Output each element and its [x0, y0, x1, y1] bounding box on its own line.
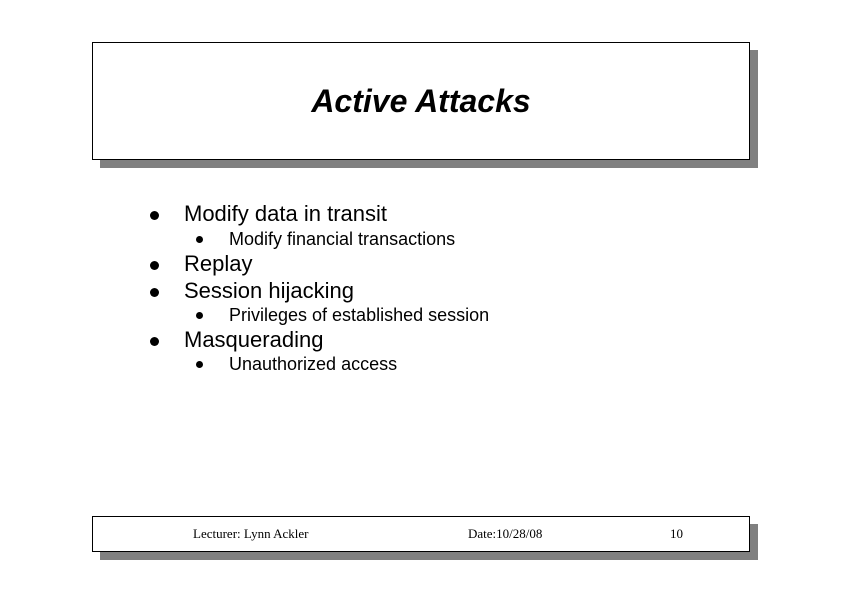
bullet-text: Session hijacking — [184, 278, 354, 303]
slide-title: Active Attacks — [311, 83, 531, 119]
sub-bullet-text: Privileges of established session — [229, 305, 490, 325]
footer-date: Date:10/28/08 — [468, 526, 543, 541]
sub-bullet-text: Modify financial transactions — [229, 229, 456, 249]
bullet-text: Modify data in transit — [184, 201, 387, 226]
bullet-dot-icon — [196, 312, 203, 319]
sub-bullet-text: Unauthorized access — [229, 354, 398, 374]
bullet-dot-icon — [196, 361, 203, 368]
title-box — [92, 42, 750, 160]
footer-box — [92, 516, 750, 552]
bullet-text: Masquerading — [184, 327, 324, 352]
bullet-dot-icon — [150, 211, 159, 220]
bullet-dot-icon — [150, 261, 159, 270]
footer-lecturer: Lecturer: Lynn Ackler — [193, 526, 309, 541]
bullet-text: Replay — [184, 251, 253, 276]
bullet-dot-icon — [150, 288, 159, 297]
footer-page-number: 10 — [670, 526, 683, 541]
bullet-dot-icon — [150, 337, 159, 346]
bullet-dot-icon — [196, 236, 203, 243]
